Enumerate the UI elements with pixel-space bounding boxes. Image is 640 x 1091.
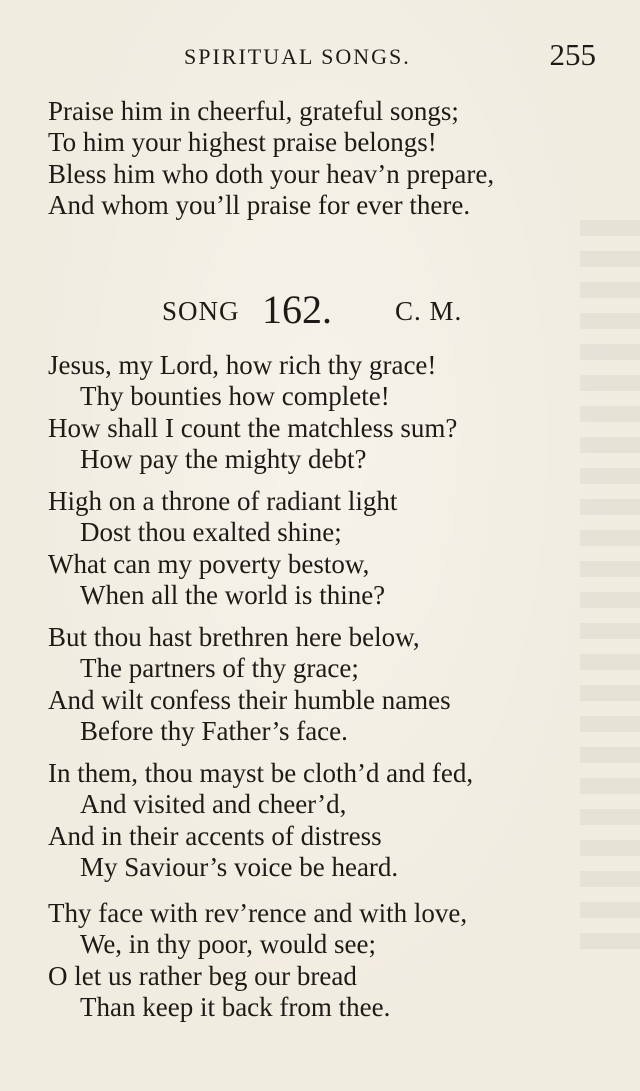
- song-label: SONG: [162, 296, 240, 326]
- verse-line: O let us rather beg our bread: [48, 960, 357, 991]
- verse-line: But thou hast brethren here below,: [48, 622, 420, 652]
- stanza-1: [48, 350, 608, 475]
- verse-line: When all the world is thine?: [80, 579, 386, 610]
- verse-line: How shall I count the matchless sum?: [48, 412, 458, 443]
- verse-line: To him your highest praise belongs!: [48, 127, 437, 158]
- verse-line: In them, thou mayst be cloth’d and fed,: [48, 758, 474, 788]
- song-meter: C. M.: [395, 296, 463, 326]
- verse-line: The partners of thy grace;: [80, 653, 359, 684]
- running-title: SPIRITUAL SONGS.: [184, 44, 411, 69]
- verse-line: Before thy Father’s face.: [80, 715, 348, 746]
- verse-line: Thy bounties how complete!: [80, 381, 390, 412]
- verse-line: How pay the mighty debt?: [80, 443, 367, 474]
- verse-line: We, in thy poor, would see;: [80, 929, 376, 960]
- verse-line: And whom you’ll praise for ever there.: [48, 189, 471, 220]
- stanza-4: [48, 758, 608, 883]
- stanza-2: [48, 486, 608, 611]
- verse-line: And wilt confess their humble names: [48, 684, 451, 715]
- previous-song-ending: [48, 96, 608, 221]
- verse-line: My Saviour’s voice be heard.: [80, 851, 399, 882]
- verse-line: Than keep it back from thee.: [80, 991, 391, 1022]
- verse-line: What can my poverty bestow,: [48, 548, 370, 579]
- song-heading: [0, 286, 640, 332]
- verse-line: Bless him who doth your heav’n prepare,: [48, 158, 495, 189]
- stanza-3: [48, 622, 608, 747]
- verse-line: And visited and cheer’d,: [80, 789, 347, 820]
- stanza-5: [48, 898, 608, 1023]
- song-number: 162.: [262, 287, 332, 332]
- verse-line: And in their accents of distress: [48, 820, 382, 851]
- verse-line: Thy face with rev’rence and with love,: [48, 898, 468, 928]
- page-number: 255: [549, 37, 596, 72]
- verse-line: Praise him in cheerful, grateful songs;: [48, 96, 459, 126]
- verse-line: Jesus, my Lord, how rich thy grace!: [48, 350, 437, 380]
- verse-line: Dost thou exalted shine;: [80, 517, 342, 548]
- verse-line: High on a throne of radiant light: [48, 486, 398, 516]
- page-header: [0, 37, 640, 73]
